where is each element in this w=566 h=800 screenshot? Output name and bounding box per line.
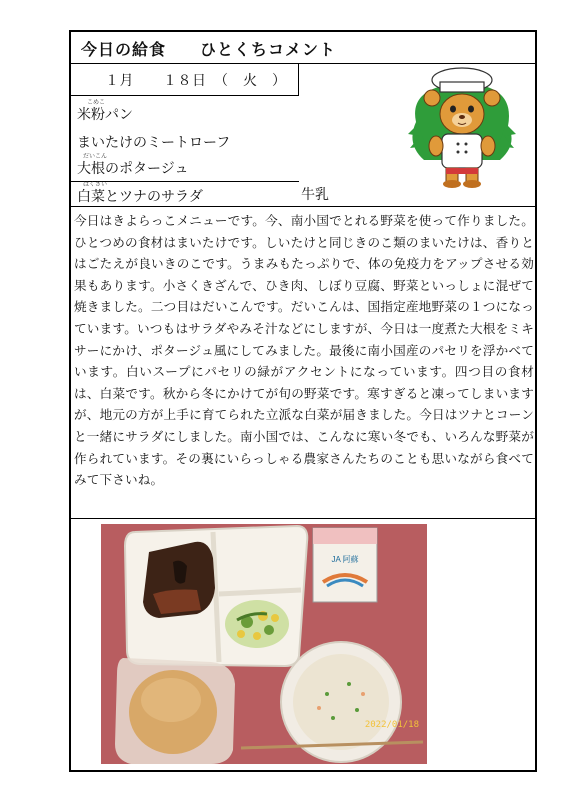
menu-item-milk: 牛乳	[301, 187, 329, 203]
date-cell	[71, 64, 299, 96]
lunch-photo	[101, 524, 427, 764]
menu-ruby-2: だいこん	[83, 153, 108, 160]
menu-item-bread: 米粉パン	[77, 107, 133, 123]
menu-item-potage: 大根のポタージュ	[77, 161, 189, 177]
lunch-date: １月 １８日 （ 火 ）	[105, 73, 287, 89]
menu-ruby-0: こめこ	[87, 99, 106, 106]
comment-bottom-rule	[71, 518, 535, 519]
menu-item-salad: 白菜とツナのサラダ	[77, 189, 203, 205]
menu-ruby-3: はくさい	[83, 181, 108, 188]
title-row	[71, 32, 535, 64]
page-title: 今日の給食 ひとくちコメント	[81, 40, 337, 59]
chef-mascot-icon	[402, 64, 522, 194]
menu-item-meatloaf: まいたけのミートローフ	[77, 135, 231, 151]
milk-brand-label: JA 阿蘇	[331, 555, 359, 564]
photo-date-stamp: 2022/01/18	[364, 720, 419, 730]
comment-text: 今日はきよらっこメニューです。今、南小国でとれる野菜を使って作りました。ひとつめの食材はまいたけです。しいたけと同じきのこ類のまいたけは、香りとはごたえが良いきのこです。うまみもたっぷりで、体の免疫力をアップさせる効果もあります。小さくきざんで、ひき肉、しぼり豆腐、野菜といっしょに混ぜて焼きました。二つ目はだいこんです。だいこんは、国指定産地野菜の１つになっています。いつもはサラダやみそ汁などにしますが、今日は一度煮た大根をミキサーにかけ、ポタージュ風にしてみました。最後に南小国産のパセリを浮かべています。白いスープにパセリの緑がアクセントになっています。四つ目の食材は、白菜です。秋から冬にかけてが旬の野菜です。寒すぎると凍ってしまいますが、地元の方が上手に育てられた立派な白菜が届きました。今日はツナとコーンと一緒にサラダにしました。南小国では、こんなに寒い冬でも、いろんな野菜が作られています。その裏にいらっしゃる農家さんたちのことも思いながら食べてみて下さいね。	[74, 213, 534, 488]
comment-top-rule	[71, 206, 535, 207]
